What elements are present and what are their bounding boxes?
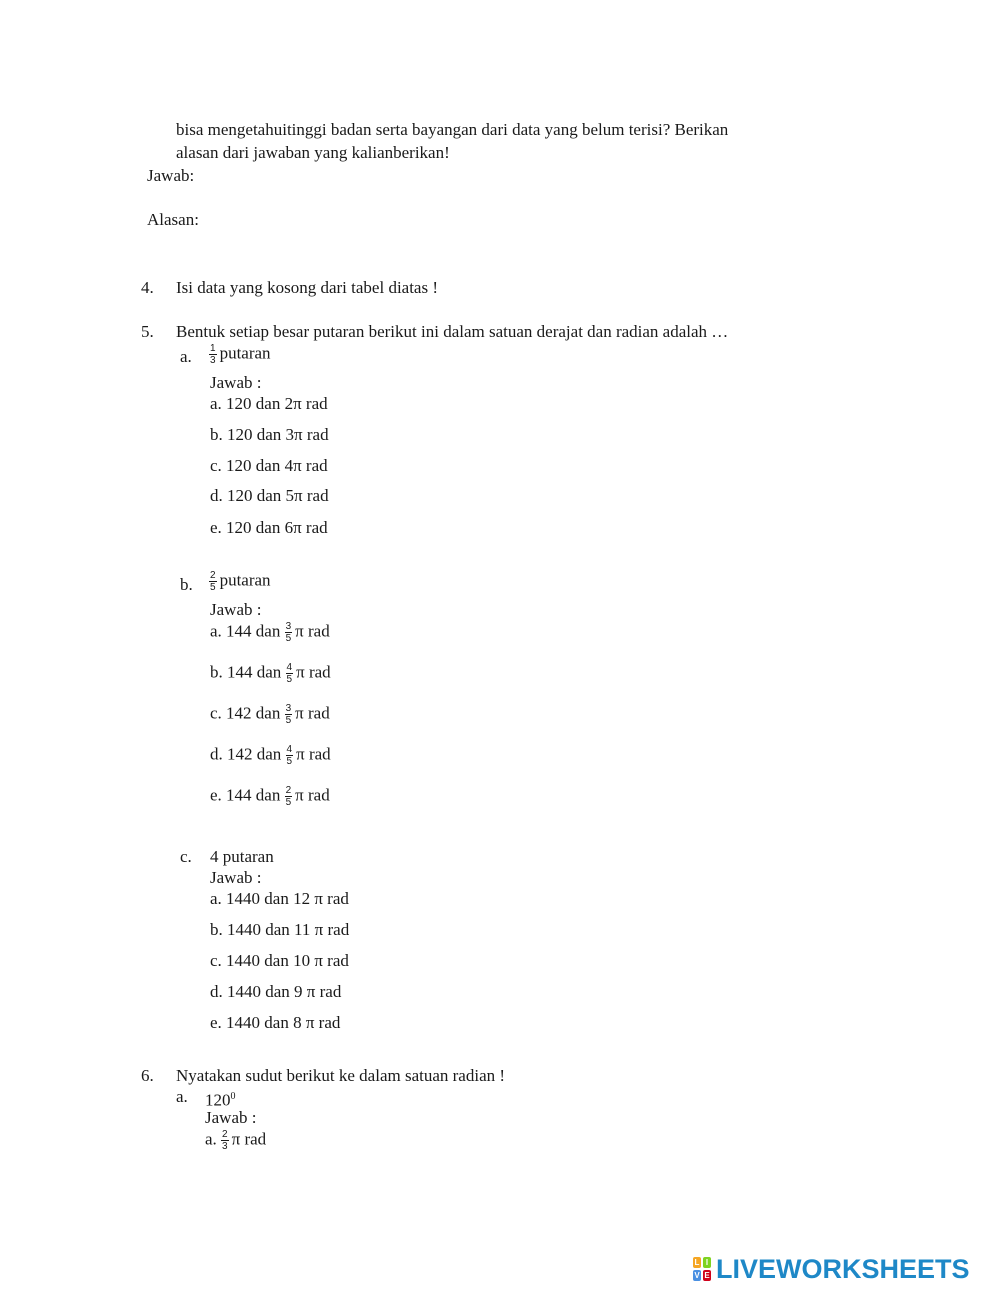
question-5-number: 5. <box>141 322 154 341</box>
q5b-letter: b. <box>180 575 193 594</box>
q5b-option-e[interactable]: e. 144 dan $\frac{2}{5}$ π rad <box>210 785 330 808</box>
q5a-jawab: Jawab : <box>210 373 262 392</box>
q5c-option-d[interactable]: d. 1440 dan 9 π rad <box>210 982 342 1001</box>
intro-line-1: bisa mengetahuitinggi badan serta bayangan dari data yang belum terisi? Berikan <box>176 120 729 139</box>
q5b-option-d-fraction: $\frac{4}{5}$ <box>286 744 293 767</box>
liveworksheets-logo-icon: L I V E <box>694 1258 710 1280</box>
liveworksheets-logo <box>692 1254 970 1284</box>
question-6-number: 6. <box>141 1066 154 1085</box>
question-6-text: Nyatakan sudut berikut ke dalam satuan radian ! <box>176 1066 506 1085</box>
q5a-option-a[interactable]: a. 120 dan 2π rad <box>210 394 328 413</box>
q5a-option-b[interactable]: b. 120 dan 3π rad <box>210 425 329 444</box>
q5a-option-c[interactable]: c. 120 dan 4π rad <box>210 456 328 475</box>
q5b-jawab: Jawab : <box>210 600 262 619</box>
q5b-option-b[interactable]: b. 144 dan $\frac{4}{5}$ π rad <box>210 662 331 685</box>
jawab-label: Jawab: <box>147 166 195 185</box>
q5c-jawab: Jawab : <box>210 868 262 887</box>
q5a-letter: a. <box>180 347 192 366</box>
q5c-option-c[interactable]: c. 1440 dan 10 π rad <box>210 951 349 970</box>
question-5-text: Bentuk setiap besar putaran berikut ini dalam satuan derajat dan radian adalah … <box>176 322 729 341</box>
liveworksheets-logo-text: LIVEWORKSHEETS <box>716 1253 970 1284</box>
alasan-label: Alasan: <box>147 210 199 229</box>
q5a-option-e[interactable]: e. 120 dan 6π rad <box>210 518 328 537</box>
q5a-fraction: $\frac{1}{3}$ <box>210 343 216 366</box>
intro-line-2: alasan dari jawaban yang kalianberikan! <box>176 143 450 162</box>
q5c-option-e[interactable]: e. 1440 dan 8 π rad <box>210 1013 341 1032</box>
q5b-option-c[interactable]: c. 142 dan $\frac{3}{5}$ π rad <box>210 703 330 726</box>
q5a-option-d[interactable]: d. 120 dan 5π rad <box>210 486 329 505</box>
q5b-prompt: $\frac{2}{5}$ putaran <box>210 570 271 593</box>
q5c-option-b[interactable]: b. 1440 dan 11 π rad <box>210 920 350 939</box>
q5b-option-d[interactable]: d. 142 dan $\frac{4}{5}$ π rad <box>210 744 331 767</box>
q5b-option-e-fraction: $\frac{2}{5}$ <box>285 785 292 808</box>
question-4-number: 4. <box>141 278 154 297</box>
q5b-option-c-fraction: $\frac{3}{5}$ <box>285 703 292 726</box>
q5b-option-b-fraction: $\frac{4}{5}$ <box>286 662 293 685</box>
q5c-letter: c. <box>180 847 192 866</box>
q5c-prompt: 4 putaran <box>210 847 274 866</box>
q6a-option-a-fraction: $\frac{2}{3}$ <box>222 1129 228 1152</box>
q5b-fraction: $\frac{2}{5}$ <box>210 570 216 593</box>
q5b-option-a-fraction: $\frac{3}{5}$ <box>285 621 292 644</box>
question-4-text: Isi data yang kosong dari tabel diatas ! <box>176 278 439 297</box>
q6a-option-a[interactable]: a. $\frac{2}{3}$ π rad <box>205 1129 267 1152</box>
q5c-option-a[interactable]: a. 1440 dan 12 π rad <box>210 889 349 908</box>
q5a-prompt: $\frac{1}{3}$ putaran <box>210 343 271 366</box>
q6a-prompt: $120^0$ <box>205 1090 236 1110</box>
q6a-letter: a. <box>176 1087 188 1106</box>
q6a-jawab: Jawab : <box>205 1108 257 1127</box>
q5b-option-a[interactable]: a. 144 dan $\frac{3}{5}$ π rad <box>210 621 330 644</box>
